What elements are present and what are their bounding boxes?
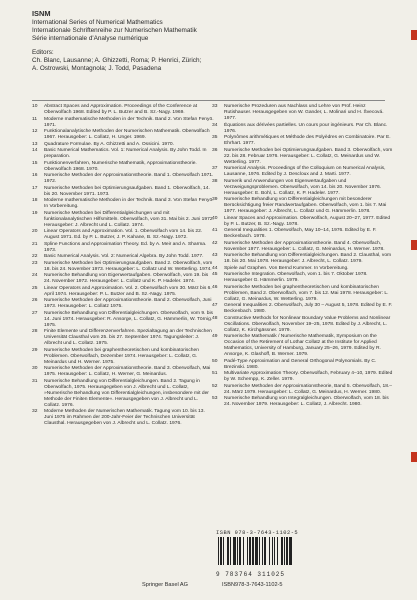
volume-number: 48 xyxy=(212,315,218,321)
barcode-bar xyxy=(274,537,275,565)
volume-number: 35 xyxy=(212,135,218,140)
volume-title: Numerical Analysis. Proceedings of the Colloquium on Numerical Analysis, Lausanne, 1976. Edited by J. Descloux and J. Marti. 1977. xyxy=(224,166,386,177)
volume-entry xyxy=(32,261,214,273)
volume-entry xyxy=(32,198,214,210)
volume-title: Linear Spaces and Approximation. Oberwolfach, August 20–27, 1977. Edited by P. L. Butzer, B. Sz.-Nagy. 1978. xyxy=(224,215,391,227)
barcode-bar xyxy=(237,537,238,565)
volume-title: Constructive Methods for Nonlinear Boundary Value Problems and Nonlinear Oscillations. Oberwolfach, November 19–25, 1978. Edited by J. Albrecht, L. Collatz, K. Kirchgässner. 1979. xyxy=(224,315,391,333)
volume-number: 41 xyxy=(212,228,218,233)
volume-title: Équations aux dérivées partielles. Un cours pour ingénieurs. Par Ch. Blanc. 1976. xyxy=(224,122,388,134)
volume-entry xyxy=(32,329,214,347)
barcode-bar xyxy=(272,537,273,565)
volume-number: 43 xyxy=(212,253,218,258)
volume-entry xyxy=(32,161,214,173)
volume-title: Multivariate Approximation Theory. Oberwolfach, February 4–10, 1979. Edited by W. Schempp, K. Zeller. 1979. xyxy=(224,371,393,382)
volume-number: 13 xyxy=(32,141,38,147)
volume-number: 33 xyxy=(212,104,218,109)
volume-entry xyxy=(32,229,214,241)
volume-entry xyxy=(212,334,394,358)
volume-entry xyxy=(212,166,394,178)
barcode-bar xyxy=(239,537,241,565)
volume-entry xyxy=(32,148,214,160)
volume-number: 37 xyxy=(212,166,218,171)
volume-title: Funktionenverfahren, Numerische Mathematik, Approximationstheorie. Oberwolfach 1968. 1970. xyxy=(44,160,197,172)
barcode-bar xyxy=(281,537,283,565)
volume-title: Numerik und Anwendungen von Eigenwertaufgaben und Verzweigungsproblemen. Oberwolfach, vom 14. bis 20. November 1976. Herausgeber: E. Bohl, L. Collatz, K. P. Hadeler. 1977. xyxy=(224,178,382,196)
series-header xyxy=(32,10,392,73)
volume-title: Numerische Methoden der Approximationstheorie. Band 4. Oberwolfach, November 1977. Herausgeber: L. Collatz, G. Meinardus, H. Werner. 1978. xyxy=(224,240,385,252)
volume-number: 49 xyxy=(212,334,218,339)
barcode-bar xyxy=(255,537,258,565)
volume-entry xyxy=(212,396,394,408)
volume-number: 30 xyxy=(32,366,38,371)
volume-number: 31 xyxy=(32,378,38,384)
volume-number: 46 xyxy=(212,284,218,290)
volume-title: Moderne mathematische Methoden in der Technik. Band 3. Von Stefan Fenyö. In Vorbereitung. xyxy=(44,198,214,209)
series-name-de: Internationale Schriftenreihe zur Numerischen Mathematik xyxy=(32,26,197,34)
volume-title: Numerische Behandlung von Differentialgleichungen. Band 2. Clausthal, vom 18. bis 20. Mai 1978. Herausgeber: J. Albrecht, L. Collatz. 1979. xyxy=(224,253,392,264)
barcode-bars xyxy=(216,537,332,565)
volume-list-left xyxy=(32,104,214,428)
volume-number: 20 xyxy=(32,229,38,234)
volume-title: Numerische Methoden bei Optimierungsaufgaben. Band 2. Oberwolfach, vom 18. bis 24. November 1973. Herausgeber: L. Collatz und W. Wetterling. 1974. xyxy=(44,260,213,272)
barcode-bar xyxy=(233,537,236,565)
volume-number: 15 xyxy=(32,160,38,166)
edge-mark xyxy=(411,452,417,462)
volume-number: 36 xyxy=(212,147,218,153)
volume-number: 47 xyxy=(212,303,218,308)
barcode-bar xyxy=(243,537,244,565)
volume-number: 11 xyxy=(32,116,38,122)
volume-title: Numerische Methoden der Approximationstheorie. Band 1. Oberwolfach 1971. 1972. xyxy=(44,173,214,184)
volume-entry xyxy=(212,197,394,215)
volume-entry xyxy=(212,303,394,315)
volume-entry xyxy=(212,253,394,265)
volume-number: 39 xyxy=(212,197,218,202)
volume-entry xyxy=(32,348,214,366)
barcode-bar xyxy=(249,537,251,565)
volume-number: 12 xyxy=(32,129,38,134)
barcode-digits: 9 783764 311025 xyxy=(216,571,286,578)
barcode-bar xyxy=(284,537,285,565)
volume-number: 50 xyxy=(212,358,218,364)
volume-title: Numerische Methoden der Approximationstheorie, Band 5. Oberwolfach, 18.–24. März 1979. Herausgeber: L. Collatz, G. Meinardus, H. Werner. 1980. xyxy=(224,383,393,395)
volume-title: Linear Operators and Approximation. Vol. 2. Oberwolfach vom 30. März bis 6. April 1974. Herausgeber: P. L. Butzer and B. Sz.-Nagy. 1975. xyxy=(44,285,212,297)
volume-title: Numerische Integration. Oberwolfach, vom 1. bis 7. Oktober 1978. Herausgeber G. Hämmerlin. 1979. xyxy=(224,272,368,283)
volume-number: 24 xyxy=(32,273,38,278)
volume-entry xyxy=(212,272,394,284)
volume-title: Numerische Behandlung von Differentialgleichungen. Oberwolfach, vom 9. bis 14. Juni 1974. Herausgeber: R. Ansorge, L. Collatz, G. Hämmerlin, W. Törnig. 1975. xyxy=(44,310,214,328)
barcode-bar xyxy=(289,537,292,565)
volume-number: 53 xyxy=(212,396,218,401)
volume-number: 28 xyxy=(32,329,38,334)
volume-number: 21 xyxy=(32,241,38,247)
barcode-bar xyxy=(262,537,263,565)
volume-number: 52 xyxy=(212,383,218,389)
divider xyxy=(32,100,385,101)
volume-title: Numerische Methoden bei graphentheoretischen und kombinatorischen Problemen. Oberwolfach, Dezember 1974. Herausgeber: L. Collatz, G. Meinardus und H. Werner. 1975. xyxy=(44,347,199,365)
volume-title: Moderne Methoden der Numerischen Mathematik. Tagung vom 10. bis 13. Juni 1975 im Rahmen der 200-Jahr-Feier der Technischen Universität Clausthal. Herausgegeben von J. Albrecht und L. Collatz. 1976. xyxy=(44,409,205,426)
series-name-fr: Série internationale d'Analyse numérique xyxy=(32,34,149,42)
volume-title: Quadrature Formulae. By A. Ghizzetti and A. Ossicini. 1970. xyxy=(44,141,174,147)
editors-line-1: Ch. Blanc, Lausanne; A. Ghizzetti, Roma; P. Henrici, Zürich; xyxy=(32,56,202,64)
volume-entry xyxy=(212,241,394,253)
volume-entry xyxy=(212,135,394,147)
volume-title: Linear Operators and Approximation. Vol. 1. Oberwolfach vom 14. bis 22. August 1971. Ed. by P. L. Butzer, J. P. Kahane, B. Sz.-Nagy. 1972. xyxy=(44,229,203,240)
volume-number: 18 xyxy=(32,198,38,203)
volume-entry xyxy=(212,216,394,228)
series-title: ISNM xyxy=(32,9,51,18)
volume-entry xyxy=(212,359,394,371)
volume-title: Numerische Methoden der Approximationstheorie. Band 2. Oberwolfach, Juni 1973. Herausgeber: L. Collatz 1975. xyxy=(44,298,212,309)
volume-entry xyxy=(212,228,394,240)
footer-isbn: ISBN978-3-7643-1102-5 xyxy=(222,582,283,588)
volume-entry xyxy=(32,142,214,148)
volume-entry xyxy=(212,266,394,272)
volume-title: Numerische Behandlung von Eigenwertaufgaben. Oberwolfach, vom 19. bis 24. November 1972. Herausgeber: L. Collatz und K. P. Hadeler. 1974. xyxy=(44,273,209,284)
volume-number: 32 xyxy=(32,409,38,414)
volume-title: Numerische Methoden bei Optimierungsaufgaben. Band 1. Oberwolfach, 14. bis 20. November 1971. 1973. xyxy=(44,185,210,197)
volume-title: Moderne mathematische Methoden in der Technik. Band 2. Von Stefan Fenyö. 1971. xyxy=(44,116,214,128)
barcode-bar xyxy=(269,537,270,565)
volume-title: Polynômes arithmétiques et Méthode des Polyèdres en Combinatoire. Par E. Ehrhart. 1977. xyxy=(224,135,391,146)
barcode-bar xyxy=(259,537,260,565)
volume-number: 19 xyxy=(32,210,38,216)
volume-number: 22 xyxy=(32,254,38,259)
volume-title: Numerische Behandlung von Differentialgleichungen. Band 2. Tagung in Oberwolfach, 1975. Herausgegeben von J. Albrecht und L. Collatz, »Numerische Behandlung von Differentialgleichungen, insbesondere mit der Methode der Finiten Elemente«. Herausgegeben von J. Albrecht und L. Collatz. 1976. xyxy=(44,378,209,408)
volume-title: Padé-Type Approximation and General Orthogonal Polynomials. By C. Brezinski. 1980. xyxy=(224,358,377,370)
volume-title: Basic Numerical Mathematics. Vol. 1: Numerical Analysis. By John Todd. In preparation. xyxy=(44,148,207,159)
edge-mark xyxy=(411,30,417,40)
volume-number: 17 xyxy=(32,185,38,191)
publisher: Springer Basel AG xyxy=(142,582,189,588)
volume-title: General Inequalities 1. Oberwolfach, May 10–14, 1976. Edited by E. F. Beckenbach. 1978. xyxy=(224,228,377,239)
barcode-bar xyxy=(230,537,231,565)
volume-entry xyxy=(212,104,394,122)
volume-title: Funktionalanalytische Methoden der Numerischen Mathematik. Oberwolfach 1967. Herausgeber: L. Collatz, H. Unger. 1969. xyxy=(44,129,210,140)
volume-number: 10 xyxy=(32,104,38,109)
volume-title: Numerische Mathematik / Numerische Mathematik, Symposium on the Occasion of the Retirement of Lothar Collatz at the Institute for Applied Mathematics, University of Hamburg, January 25–26, 1979. Edited by R. Ansorge, K. Glashoff, B. Werner. 1979. xyxy=(224,334,381,357)
volume-list-right xyxy=(212,104,394,409)
barcode-bar xyxy=(218,537,219,565)
volume-entry xyxy=(32,298,214,310)
barcode-bar xyxy=(247,537,248,565)
volume-title: Spline Functions and Approximation Theory. Ed. by A. Meir and A. Sharma. 1973. xyxy=(44,241,207,253)
volume-entry xyxy=(32,311,214,329)
volume-number: 44 xyxy=(212,265,218,271)
barcode-bar xyxy=(220,537,222,565)
volume-entry xyxy=(32,366,214,378)
editors-label: Editors: xyxy=(32,48,54,56)
volume-title: General Inequalities 2. Oberwolfach, July 30 – August 5, 1978. Edited by E. F. Beckenbach. 1980. xyxy=(224,303,393,314)
barcode-isbn: ISBN 978-3-7643-1102-5 xyxy=(216,530,299,536)
volume-number: 25 xyxy=(32,285,38,291)
volume-entry xyxy=(32,379,214,409)
volume-title: Numerische Behandlung von Integralgleichungen. Oberwolfach, vom 18. bis 24. November 1979. Herausgeber: L. Collatz, J. Albrecht. 1980. xyxy=(224,396,389,407)
volume-entry xyxy=(212,148,394,166)
barcode-bar xyxy=(277,537,278,565)
volume-title: Numerische Prozeduren aus Nachlass und Lehre von Prof. Heinz Rutishauser. Herausgegeben von W. Gander, L. Molinari und H. Švecová. 1977. xyxy=(224,104,384,121)
volume-number: 29 xyxy=(32,347,38,353)
volume-title: Spiele auf Graphen. Von Bernd Kummer. In Vorbereitung. xyxy=(224,265,349,271)
barcode-bar xyxy=(252,537,254,565)
volume-entry xyxy=(32,186,214,198)
volume-number: 45 xyxy=(212,272,218,277)
volume-number: 34 xyxy=(212,122,218,128)
volume-entry xyxy=(32,409,214,427)
volume-entry xyxy=(32,117,214,129)
editors-line-2: A. Ostrowski, Montagnola; J. Todd, Pasadena xyxy=(32,64,162,72)
series-name-en: International Series of Numerical Mathematics xyxy=(32,18,163,26)
volume-number: 27 xyxy=(32,310,38,316)
volume-title: Numerische Methoden bei graphentheoretischen und kombinatorischen Problemen, Band 2. Oberwolfach, vom 7. bis 12. Mai 1978. Herausgeber: L. Collatz, G. Meinardus, W. Wetterling. 1979. xyxy=(224,284,389,302)
barcode-bar xyxy=(286,537,288,565)
volume-number: 23 xyxy=(32,260,38,266)
volume-entry xyxy=(212,371,394,383)
volume-entry xyxy=(32,211,214,229)
volume-entry xyxy=(212,123,394,135)
volume-entry xyxy=(32,286,214,298)
volume-number: 14 xyxy=(32,148,38,153)
edge-mark xyxy=(411,240,417,250)
volume-entry xyxy=(212,316,394,334)
volume-entry xyxy=(32,173,214,185)
volume-entry xyxy=(212,285,394,303)
volume-number: 16 xyxy=(32,173,38,178)
volume-number: 40 xyxy=(212,215,218,221)
volume-title: Finite Elemente und Differenzenverfahren. Spezialtagung an der Technischen Universität Clausthal vom 25. bis 27. September 1974. Tagungsleiter: J. Albrecht und L. Collatz. 1975. xyxy=(44,329,212,346)
barcode-bar xyxy=(223,537,224,565)
volume-entry xyxy=(32,254,214,260)
volume-entry xyxy=(212,384,394,396)
volume-entry xyxy=(32,104,214,116)
volume-number: 51 xyxy=(212,371,218,376)
volume-number: 38 xyxy=(212,178,218,184)
volume-entry xyxy=(32,129,214,141)
volume-title: Basic Numerical Analysis. Vol. 2: Numerical Algebra. By John Todd. 1977. xyxy=(44,254,204,259)
volume-number: 26 xyxy=(32,298,38,303)
barcode xyxy=(216,530,336,578)
barcode-bar xyxy=(227,537,229,565)
volume-title: Numerische Methoden der Approximationstheorie. Band 3. Oberwolfach, Mai 1975. Herausgeber: L. Collatz, H. Werner, G. Meinardus. xyxy=(44,366,211,377)
volume-entry xyxy=(212,179,394,197)
volume-title: Numerische Methoden bei Optimierungsaufgaben. Band 3. Oberwolfach, vom 22. bis 28. Februar 1976. Herausgeber: L. Collatz, G. Meinardus und W. Wetterling. 1977. xyxy=(224,147,393,165)
volume-number: 42 xyxy=(212,240,218,246)
volume-entry xyxy=(32,273,214,285)
volume-title: Numerische Behandlung von Differentialgleichungen mit besonderer Berücksichtigung freier Randwertaufgaben. Oberwolfach, vom 1. bis 7. Mai 1977. Herausgeber: J. Albrecht, L. Collatz und G. Hämmerlin. 1978. xyxy=(224,197,387,214)
barcode-bar xyxy=(264,537,266,565)
volume-title: Numerische Methoden bei Differentialgleichungen und mit funktionalanalytischen Hilfsmitteln. Oberwolfach, vom 31. Mai bis 2. Juni 1972. Herausgeber: J. Albrecht und L. Collatz. 1974. xyxy=(44,210,214,228)
volume-title: Abstract Spaces and Approximation. Proceedings of the Conference at Oberwolfach 1968. Edited by P. L. Butzer and B. Sz.-Nagy. 1969. xyxy=(44,104,198,115)
volume-entry xyxy=(32,242,214,254)
